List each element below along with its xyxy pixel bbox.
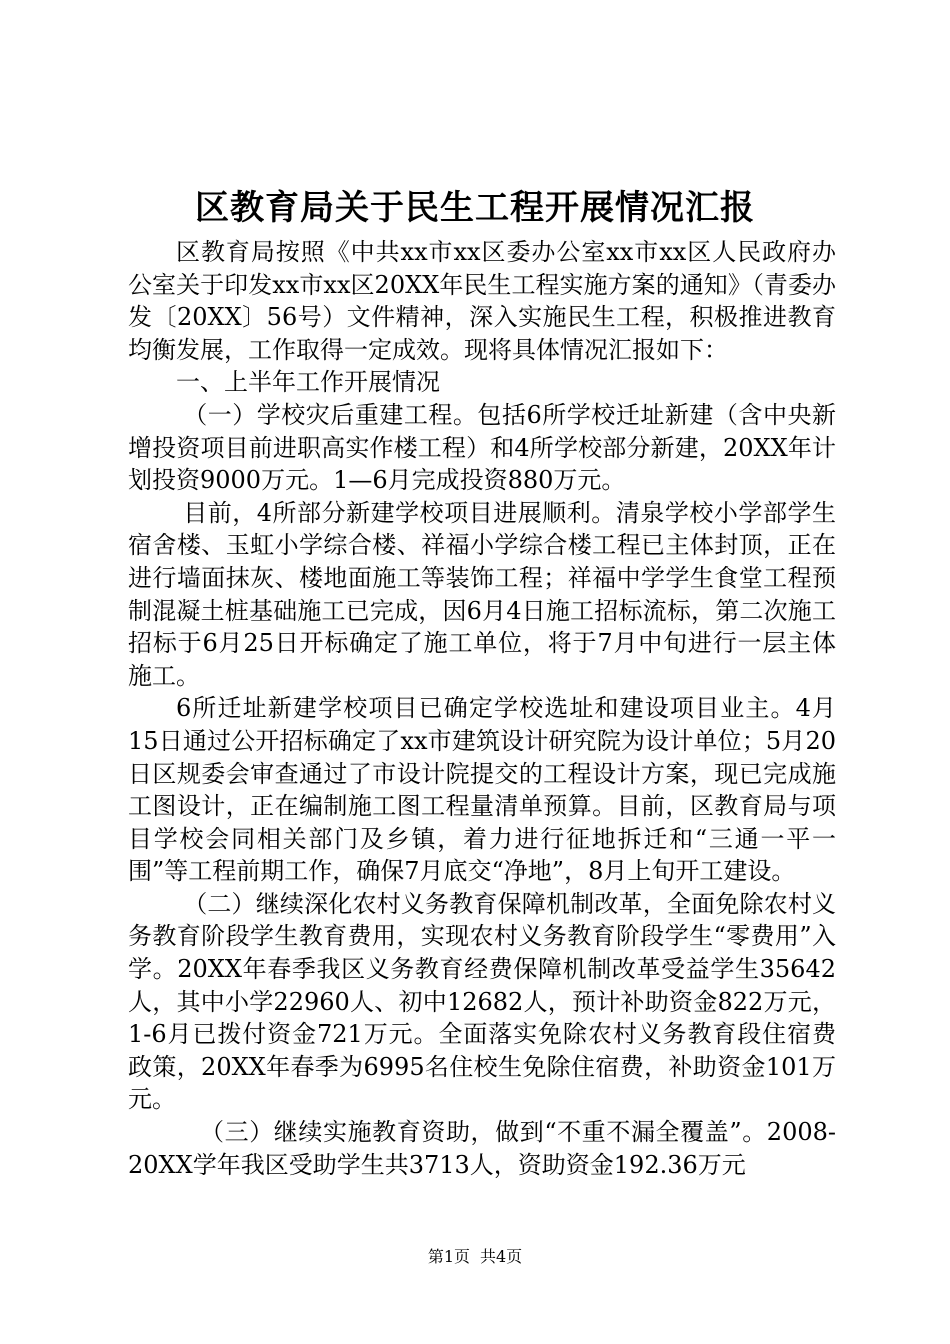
document-title: 区教育局关于民生工程开展情况汇报 [195,188,755,228]
section-heading-1: 一、上半年工作开展情况 [176,368,440,397]
paragraph-rural-education: （二）继续深化农村义务教育保障机制改革，全面免除农村义务教育阶段学生教育费用，实现农村义务教育阶段学生“零费用”入学。20XX年春季我区义务教育经费保障机制改革受益学生35642人，其中小学22960人、初中12682人，预计补助资金822万元，1-6月已拨付资金721万元。全面落实免除农村义务教育段住宿费政策，20XX年春季为6995名住校生免除住宿费，补助资金101万元。 [128,889,836,1114]
page-number: 第1页 [427,1247,470,1266]
document-body [128,236,836,1181]
paragraph-relocated-schools: 6所迁址新建学校项目已确定学校选址和建设项目业主。4月15日通过公开招标确定了xx市建筑设计研究院为设计单位；5月20日区规委会审查通过了市设计院提交的工程设计方案，现已完成施工图设计，正在编制施工图工程量清单预算。目前，区教育局与项目学校会同相关部门及乡镇，着力进行征地拆迁和“三通一平一围”等工程前期工作，确保7月底交“净地”，8月上旬开工建设。 [128,694,836,886]
paragraph-reconstruction: （一）学校灾后重建工程。包括6所学校迁址新建（含中央新增投资项目前进职高实作楼工程）和4所学校部分新建，20XX年计划投资9000万元。1—6月完成投资880万元。 [128,400,836,495]
page-footer [0,1246,950,1268]
page-total: 共4页 [480,1247,523,1266]
paragraph-intro: 区教育局按照《中共xx市xx区委办公室xx市xx区人民政府办公室关于印发xx市xx区20XX年民生工程实施方案的通知》（青委办发〔20XX〕56号）文件精神，深入实施民生工程，积极推进教育均衡发展，工作取得一定成效。现将具体情况汇报如下： [128,238,836,364]
paragraph-education-aid: （三）继续实施教育资助，做到“不重不漏全覆盖”。2008-20XX学年我区受助学生共3713人，资助资金192.36万元 [128,1118,836,1179]
paragraph-partial-new-schools: 目前，4所部分新建学校项目进展顺利。清泉学校小学部学生宿舍楼、玉虹小学综合楼、祥福小学综合楼工程已主体封顶，正在进行墙面抹灰、楼地面施工等装饰工程；祥福中学学生食堂工程预制混凝土桩基础施工已完成，因6月4日施工招标流标，第二次施工招标于6月25日开标确定了施工单位，将于7月中旬进行一层主体施工。 [128,498,836,690]
